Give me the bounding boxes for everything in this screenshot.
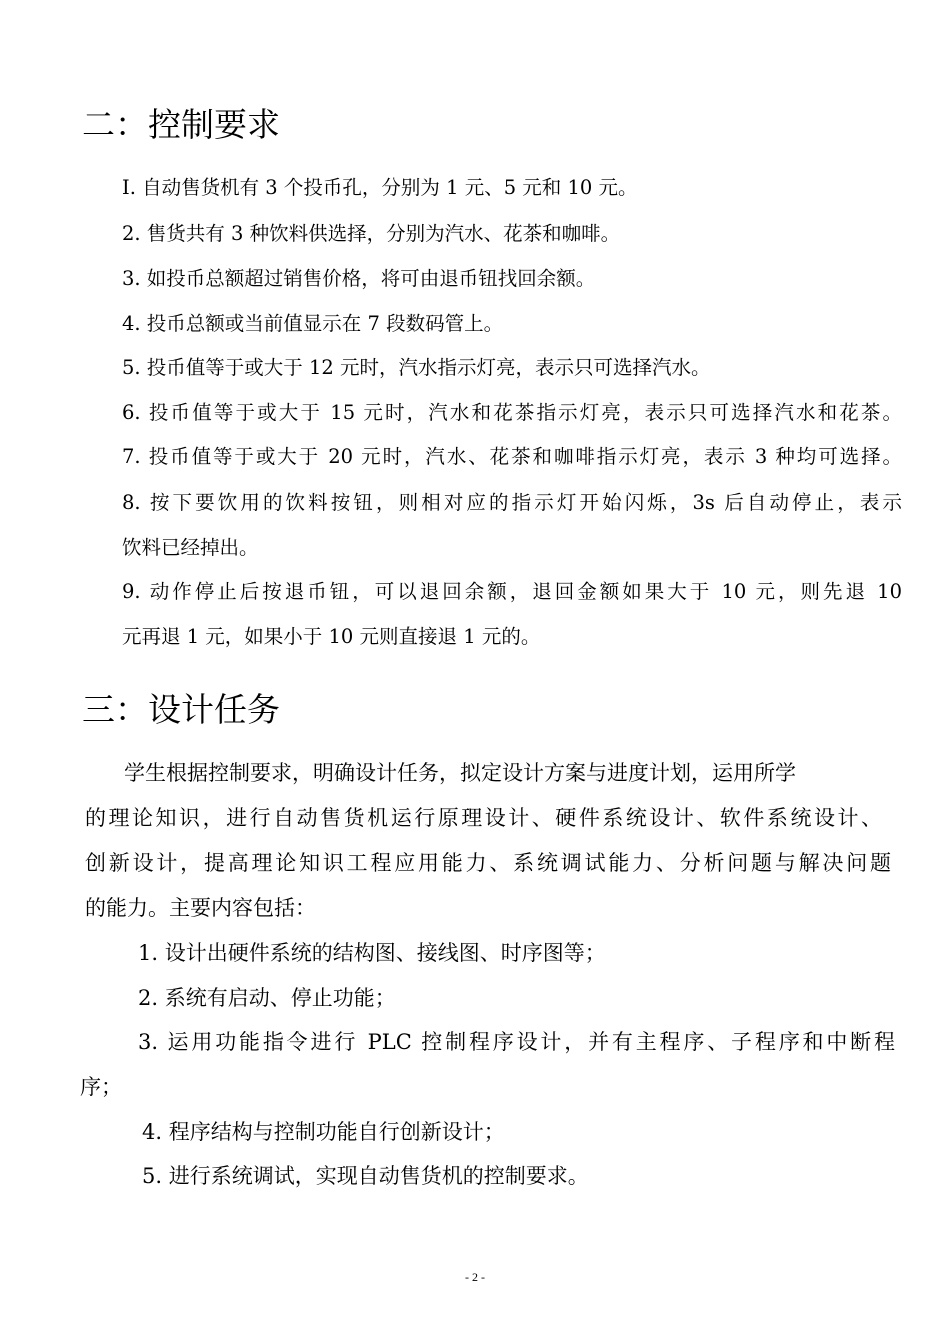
requirement-item-5: 5. 投币值等于或大于 12 元时，汽水指示灯亮，表示只可选择汽水。 <box>122 356 711 379</box>
requirement-item-9: 9. 动作停止后按退币钮，可以退回余额，退回金额如果大于 10 元，则先退 10 <box>122 580 902 603</box>
task-item-1: 1. 设计出硬件系统的结构图、接线图、时序图等； <box>138 941 606 965</box>
section-heading-design-tasks: 三：设计任务 <box>82 690 280 729</box>
task-item-3: 3. 运用功能指令进行 PLC 控制程序设计，并有主程序、子程序和中断程 <box>138 1030 895 1054</box>
requirement-item-4: 4. 投币总额或当前值显示在 7 段数码管上。 <box>122 312 504 335</box>
task-item-2: 2. 系统有启动、停止功能； <box>138 986 396 1010</box>
design-paragraph-line-3: 创新设计，提高理论知识工程应用能力、系统调试能力、分析问题与解决问题 <box>85 851 891 875</box>
requirement-item-3: 3. 如投币总额超过销售价格，将可由退币钮找回余额。 <box>122 267 596 290</box>
requirement-item-6: 6. 投币值等于或大于 15 元时，汽水和花茶指示灯亮，表示只可选择汽水和花茶。 <box>122 401 902 424</box>
requirement-item-7: 7. 投币值等于或大于 20 元时，汽水、花茶和咖啡指示灯亮，表示 3 种均可选择。 <box>122 445 902 468</box>
requirement-item-2: 2. 售货共有 3 种饮料供选择，分别为汽水、花茶和咖啡。 <box>122 222 621 245</box>
design-paragraph-line-2: 的理论知识，进行自动售货机运行原理设计、硬件系统设计、软件系统设计、 <box>85 806 882 830</box>
requirement-item-8: 8. 按下要饮用的饮料按钮，则相对应的指示灯开始闪烁，3s 后自动停止，表示 <box>122 491 902 514</box>
page-number: - 2 - <box>465 1270 485 1284</box>
task-item-5: 5. 进行系统调试，实现自动售货机的控制要求。 <box>142 1164 589 1188</box>
task-item-4: 4. 程序结构与控制功能自行创新设计； <box>142 1120 505 1144</box>
task-item-3-continued: 序； <box>80 1075 122 1099</box>
design-paragraph-line-1: 学生根据控制要求，明确设计任务，拟定设计方案与进度计划，运用所学 <box>124 761 796 785</box>
requirement-item-1: I. 自动售货机有 3 个投币孔，分别为 1 元、5 元和 10 元。 <box>122 176 638 199</box>
design-paragraph-line-4: 的能力。主要内容包括： <box>85 896 316 920</box>
requirement-item-9-continued: 元再退 1 元，如果小于 10 元则直接退 1 元的。 <box>122 625 541 648</box>
requirement-item-8-continued: 饮料已经掉出。 <box>122 536 259 559</box>
section-heading-control-requirements: 二：控制要求 <box>82 105 280 144</box>
